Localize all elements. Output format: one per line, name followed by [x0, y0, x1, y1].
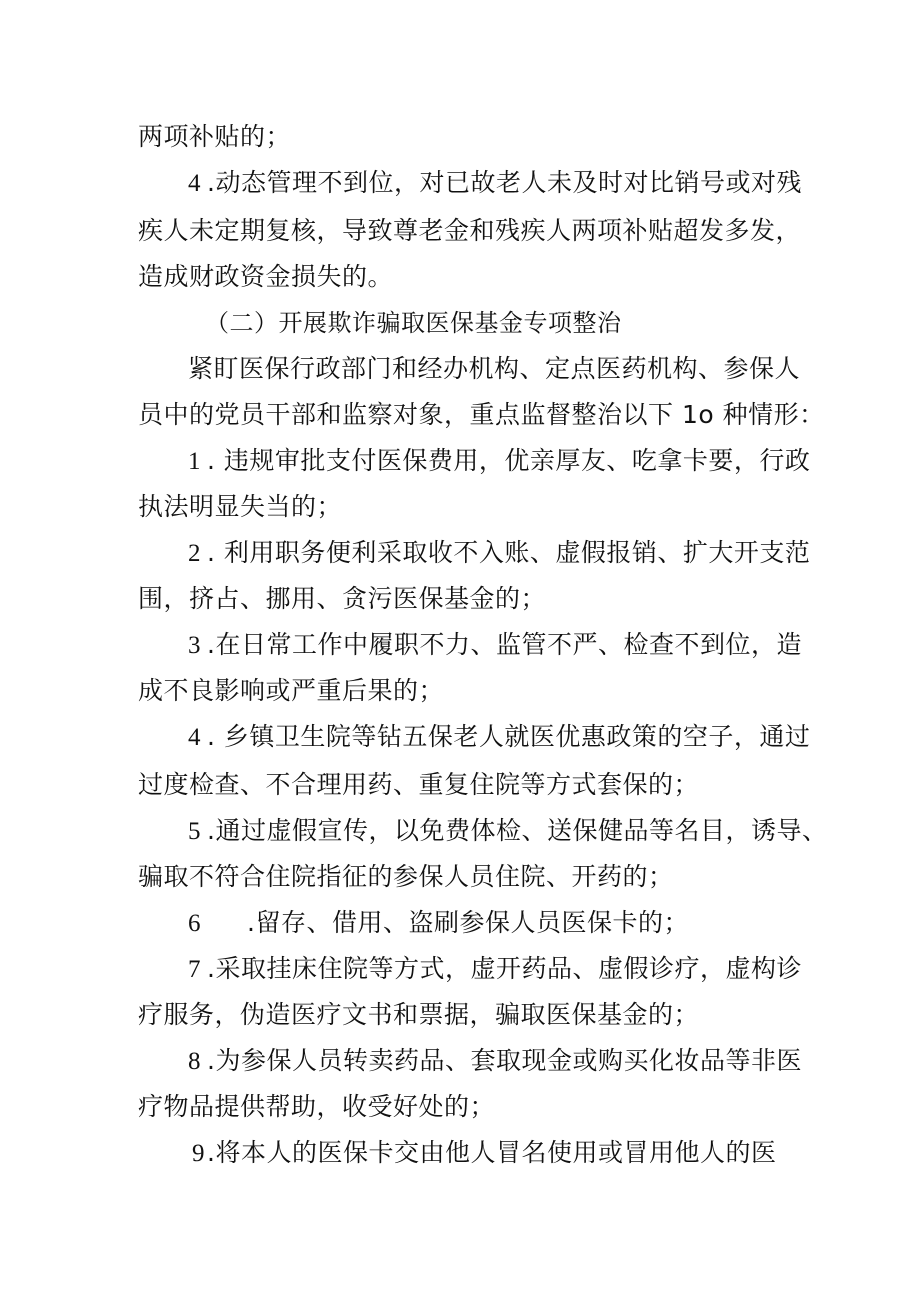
item-number: 9 — [192, 1140, 205, 1167]
item-number: 7 — [188, 956, 201, 983]
text-line — [188, 349, 800, 389]
line-text: 围，挤占、挪用、贪污医保基金的； — [138, 584, 547, 613]
list-item — [188, 533, 810, 573]
line-text: .为参保人员转卖药品、套取现金或购买化妆品等非医 — [207, 1046, 802, 1075]
line-text: . 利用职务便利采取收不入账、虚假报销、扩大开支范 — [207, 538, 811, 567]
line-text: 骗取不符合住院指征的参保人员住院、开药的； — [138, 862, 674, 891]
list-item — [188, 441, 810, 481]
text-line — [138, 671, 444, 711]
text-line — [138, 211, 801, 251]
line-text: .采取挂床住院等方式，虚开药品、虚假诊疗，虚构诊 — [207, 954, 802, 983]
text-line — [138, 117, 291, 157]
list-item — [188, 163, 802, 203]
heading-text: （二）开展欺诈骗取医保基金专项整治 — [205, 309, 622, 337]
line-text: .通过虚假宣传，以免费体检、送保健品等名目，诱导、 — [207, 816, 828, 845]
list-item — [188, 811, 827, 851]
line-text: . 违规审批支付医保费用，优亲厚友、吃拿卡要，行政 — [207, 446, 811, 475]
line-text: 疗物品提供帮助，收受好处的； — [138, 1092, 496, 1121]
item-number: 1 — [188, 448, 201, 475]
list-item — [188, 1041, 802, 1081]
line-text: .将本人的医保卡交由他人冒名使用或冒用他人的医 — [207, 1138, 777, 1167]
text-line — [138, 395, 825, 435]
line-text: .动态管理不到位，对已故老人未及时对比销号或对残 — [207, 168, 802, 197]
text-line — [138, 257, 393, 297]
text-line — [138, 1087, 495, 1127]
item-number: 4 — [188, 724, 201, 751]
line-text: 疾人未定期复核，导致尊老金和残疾人两项补贴超发多发， — [138, 216, 802, 245]
line-text: .留存、借用、盗刷参保人员医保卡的； — [247, 908, 689, 937]
list-item — [188, 625, 802, 665]
line-text: 过度检查、不合理用药、重复住院等方式套保的； — [138, 770, 700, 799]
item-number: 3 — [188, 632, 201, 659]
text-line — [138, 995, 699, 1035]
text-line — [138, 857, 674, 897]
line-text: 紧盯医保行政部门和经办机构、定点医药机构、参保人 — [188, 354, 801, 383]
line-text: . 乡镇卫生院等钻五保老人就医优惠政策的空子，通过 — [207, 722, 811, 751]
list-item — [188, 1133, 776, 1173]
section-heading — [205, 303, 622, 343]
text-line — [138, 579, 546, 619]
text-line — [138, 765, 699, 805]
line-text: 两项补贴的； — [138, 122, 292, 151]
list-item — [188, 903, 689, 943]
line-text: 员中的党员干部和监察对象，重点监督整治以下 1o 种情形： — [138, 400, 825, 429]
item-number: 4 — [188, 170, 201, 197]
line-text: 成不良影响或严重后果的； — [138, 676, 445, 705]
line-text: 造成财政资金损失的。 — [138, 262, 394, 291]
item-number: 8 — [188, 1048, 201, 1075]
text-line — [138, 487, 342, 527]
item-number: 2 — [188, 540, 201, 567]
line-text: .在日常工作中履职不力、监管不严、检查不到位，造 — [207, 630, 802, 659]
line-text: 执法明显失当的； — [138, 492, 343, 521]
list-item — [188, 949, 802, 989]
list-item — [188, 717, 810, 757]
line-text: 疗服务，伪造医疗文书和票据，骗取医保基金的； — [138, 1000, 700, 1029]
item-number: 6 — [188, 910, 201, 937]
item-number: 5 — [188, 818, 201, 845]
